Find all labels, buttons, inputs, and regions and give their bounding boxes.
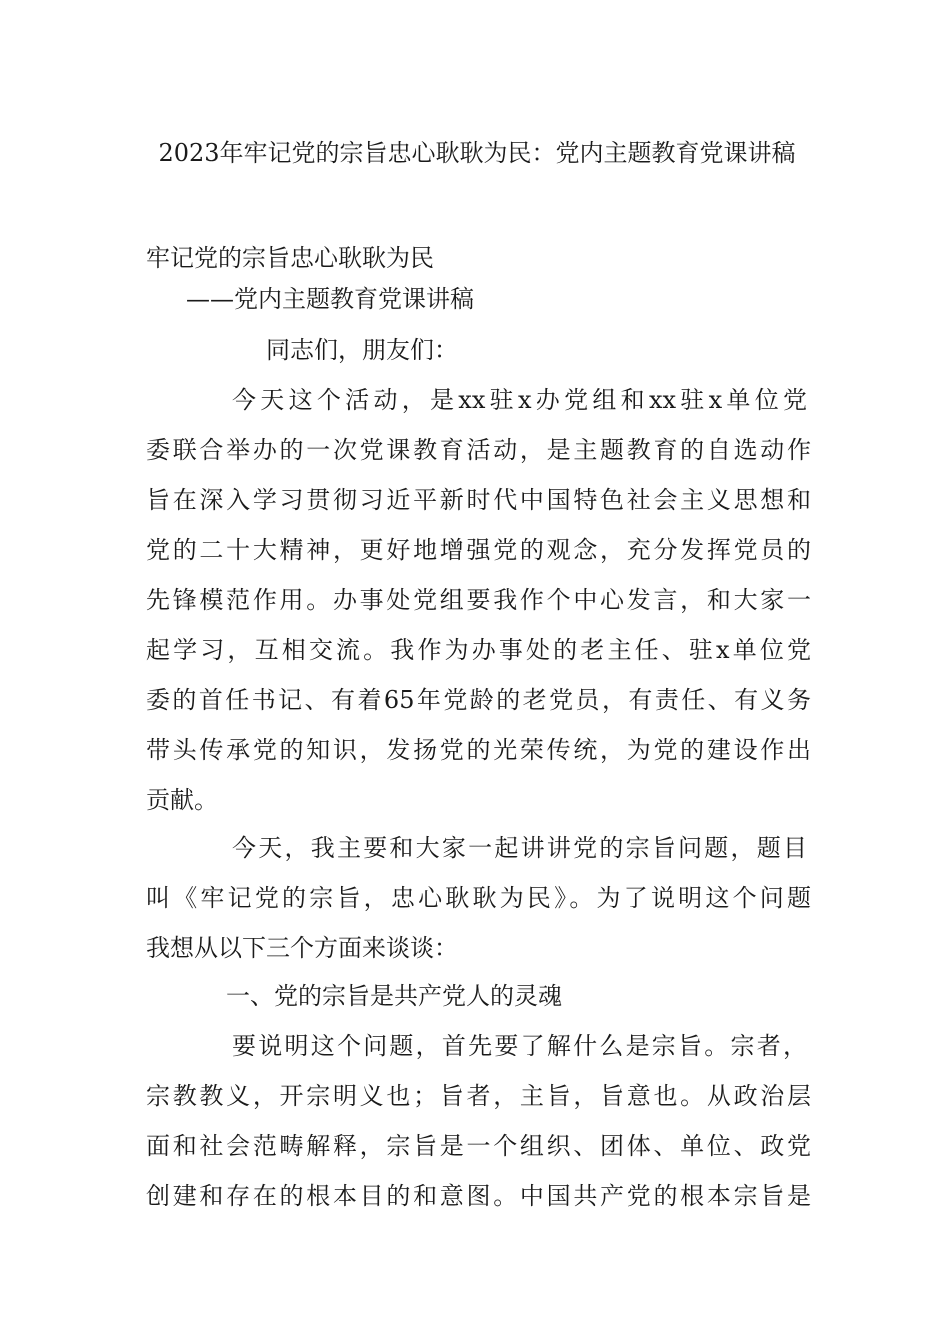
paragraph-2-line: 我想从以下三个方面来谈谈：	[146, 934, 458, 962]
greeting: 同志们，朋友们：	[266, 336, 458, 364]
paragraph-3-line: 创建和存在的根本目的和意图。中国共产党的根本宗旨是	[146, 1182, 811, 1210]
paragraph-3-line: 面和社会范畴解释，宗旨是一个组织、团体、单位、政党	[146, 1132, 811, 1160]
subtitle-sub: ——党内主题教育党课讲稿	[186, 285, 474, 313]
paragraph-1-line: 今天这个活动，是xx驻x办党组和xx驻x单位党	[232, 386, 807, 414]
paragraph-3-line: 要说明这个问题，首先要了解什么是宗旨。宗者，	[232, 1032, 807, 1060]
paragraph-1-line: 先锋模范作用。办事处党组要我作个中心发言，和大家一	[146, 586, 811, 614]
paragraph-2-line: 今天，我主要和大家一起讲讲党的宗旨问题，题目	[232, 834, 807, 862]
paragraph-1-line: 委的首任书记、有着65年党龄的老党员，有责任、有义务	[146, 686, 811, 714]
paragraph-3-line: 宗教教义，开宗明义也；旨者，主旨，旨意也。从政治层	[146, 1082, 811, 1110]
subtitle-main: 牢记党的宗旨忠心耿耿为民	[146, 244, 434, 272]
paragraph-1-line: 旨在深入学习贯彻习近平新时代中国特色社会主义思想和	[146, 486, 811, 514]
document-title: 2023年牢记党的宗旨忠心耿耿为民：党内主题教育党课讲稿	[158, 139, 796, 167]
paragraph-1-line: 委联合举办的一次党课教育活动，是主题教育的自选动作	[146, 436, 811, 464]
paragraph-1-line: 起学习，互相交流。我作为办事处的老主任、驻x单位党	[146, 636, 811, 664]
section-heading-1: 一、党的宗旨是共产党人的灵魂	[226, 982, 562, 1010]
paragraph-1-line: 带头传承党的知识，发扬党的光荣传统，为党的建设作出	[146, 736, 811, 764]
paragraph-1-line: 贡献。	[146, 786, 218, 814]
paragraph-2-line: 叫《牢记党的宗旨，忠心耿耿为民》。为了说明这个问题	[146, 884, 811, 912]
paragraph-1-line: 党的二十大精神，更好地增强党的观念，充分发挥党员的	[146, 536, 811, 564]
